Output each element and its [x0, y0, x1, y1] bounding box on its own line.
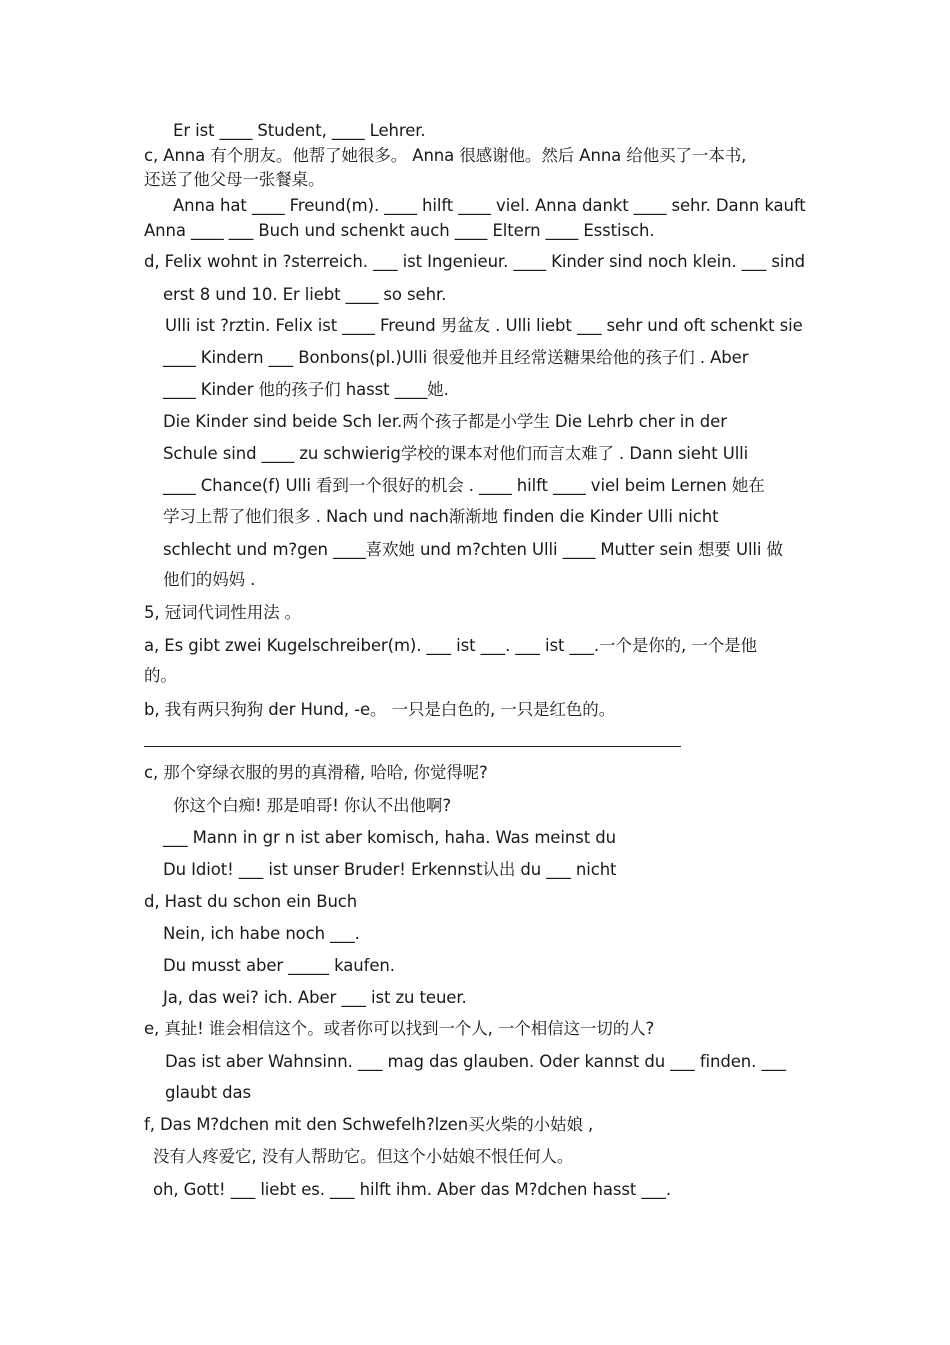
text-line: ____ Kindern ___ Bonbons(pl.)Ulli 很爱他并且经常送糖果给他的孩子们 . Aber	[163, 348, 749, 367]
text-line: e, 真扯! 谁会相信这个。或者你可以找到一个人, 一个相信这一切的人?	[144, 1019, 655, 1038]
text-line: 学习上帮了他们很多 . Nach und nach渐渐地 finden die Kinder Ulli nicht	[163, 507, 719, 526]
text-line: Ja, das wei? ich. Aber ___ ist zu teuer.	[163, 988, 467, 1007]
text-line: oh, Gott! ___ liebt es. ___ hilft ihm. Aber das M?dchen hasst ___.	[153, 1180, 672, 1199]
text-line: Du Idiot! ___ ist unser Bruder! Erkennst认出 du ___ nicht	[163, 860, 617, 879]
text-line: ___ Mann in gr n ist aber komisch, haha. Was meinst du	[163, 828, 616, 847]
text-line: b, 我有两只狗狗 der Hund, -e。 一只是白色的, 一只是红色的。	[144, 700, 616, 719]
text-line: Er ist ____ Student, ____ Lehrer.	[173, 121, 426, 140]
answer-blank-line	[144, 746, 681, 747]
text-line: f, Das M?dchen mit den Schwefelh?lzen买火柴的小姑娘 ,	[144, 1115, 594, 1134]
text-line: ____ Chance(f) Ulli 看到一个很好的机会 . ____ hilft ____ viel beim Lernen 她在	[163, 476, 765, 495]
text-line: 的。	[144, 666, 177, 685]
text-line: d, Felix wohnt in ?sterreich. ___ ist Ingenieur. ____ Kinder sind noch klein. ___ sind	[144, 252, 806, 271]
text-line: 你这个白痴! 那是咱哥! 你认不出他啊?	[173, 796, 451, 815]
text-line: a, Es gibt zwei Kugelschreiber(m). ___ ist ___. ___ ist ___.一个是你的, 一个是他	[144, 636, 757, 655]
text-line: schlecht und m?gen ____喜欢她 und m?chten Ulli ____ Mutter sein 想要 Ulli 做	[163, 540, 783, 559]
text-line: Du musst aber _____ kaufen.	[163, 956, 395, 975]
text-line: c, Anna 有个朋友。他帮了她很多。 Anna 很感谢他。然后 Anna 给他买了一本书,	[144, 146, 747, 165]
text-line: glaubt das	[165, 1083, 251, 1102]
text-line: 还送了他父母一张餐桌。	[144, 170, 325, 189]
text-line: ____ Kinder 他的孩子们 hasst ____她.	[163, 380, 449, 399]
text-line: d, Hast du schon ein Buch	[144, 892, 358, 911]
text-line: Das ist aber Wahnsinn. ___ mag das glauben. Oder kannst du ___ finden. ___	[165, 1052, 786, 1071]
text-line: 他们的妈妈 .	[163, 570, 256, 589]
text-line: c, 那个穿绿衣服的男的真滑稽, 哈哈, 你觉得呢?	[144, 763, 488, 782]
section-heading: 5, 冠词代词性用法 。	[144, 603, 302, 622]
text-line: Anna hat ____ Freund(m). ____ hilft ____ viel. Anna dankt ____ sehr. Dann kauft	[173, 196, 806, 215]
text-line: Nein, ich habe noch ___.	[163, 924, 360, 943]
text-line: erst 8 und 10. Er liebt ____ so sehr.	[163, 285, 447, 304]
text-line: Die Kinder sind beide Sch ler.两个孩子都是小学生 Die Lehrb cher in der	[163, 412, 727, 431]
text-line: Anna ____ ___ Buch und schenkt auch ____ Eltern ____ Esstisch.	[144, 221, 655, 240]
text-line: Ulli ist ?rztin. Felix ist ____ Freund 男盆友 . Ulli liebt ___ sehr und oft schenkt sie	[165, 316, 803, 335]
text-line: Schule sind ____ zu schwierig学校的课本对他们而言太难了 . Dann sieht Ulli	[163, 444, 749, 463]
text-line: 没有人疼爱它, 没有人帮助它。但这个小姑娘不恨任何人。	[153, 1147, 574, 1166]
